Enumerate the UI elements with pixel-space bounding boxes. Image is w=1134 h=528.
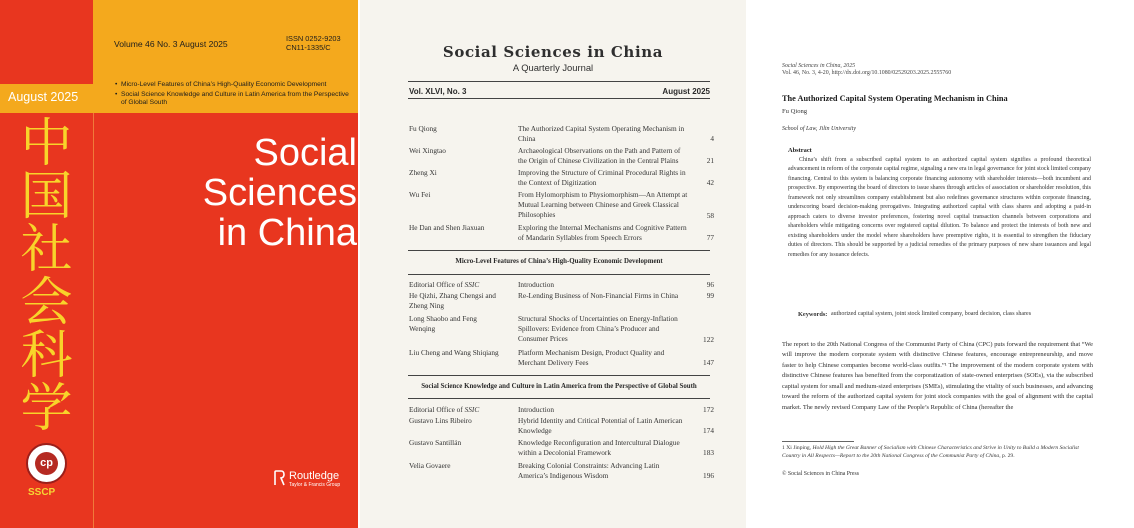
toc-article-title: Structural Shocks of Uncertainties on Energy-Inflation Spillovers: Evidence from China’s Producer and Consumer Prices xyxy=(518,314,678,344)
toc-entry[interactable] xyxy=(409,314,714,345)
toc-date: August 2025 xyxy=(662,87,710,96)
toc-volume: Vol. XLVI, No. 3 xyxy=(409,87,467,96)
cover-date: August 2025 xyxy=(8,90,79,104)
toc-entry[interactable] xyxy=(409,223,714,243)
chinese-char: 社 xyxy=(20,220,73,280)
divider xyxy=(408,81,710,82)
toc-article-title: Exploring the Internal Mechanisms and Cognitive Pattern of Mandarin Syllables from Speech Errors xyxy=(518,223,687,243)
cover-title-line: in China xyxy=(217,212,357,254)
article-body: The report to the 20th National Congress of the Communist Party of China (CPC) puts forward the requirement that “We will improve the modern corporate system with distinctive Chinese features, encourage entrepreneurship, and move faster to help Chinese companies become world-class outfits.”¹ The improvement of the modern corporate system with distinctive Chinese features has benefited from the corporatization of state-owned enterprises (SOEs), via the subscribed capital system for small and medium-sized enterprises (SMEs), stimulating the vitality of such businesses, and advancing toward the reform of the authorized capital system for joint stock companies with the goal of alignment with the capital market. The newly revised Company Law of the People’s Republic of China (hereafter the xyxy=(782,341,1093,411)
toc-article-title: Introduction xyxy=(518,280,555,289)
issn-number: ISSN 0252-9203 xyxy=(286,34,341,43)
toc-entry[interactable] xyxy=(409,168,714,188)
toc-entry[interactable] xyxy=(409,190,714,221)
toc-author: Velia Govaere xyxy=(409,461,451,470)
toc-page: 96 xyxy=(706,280,714,289)
toc-article-title: Hybrid Identity and Critical Potential of Latin American Knowledge xyxy=(518,416,683,436)
toc-entry[interactable] xyxy=(409,146,714,166)
divider xyxy=(408,274,710,275)
toc-author: Wei Xingtao xyxy=(409,146,446,155)
toc-author: Gustavo Santillán xyxy=(409,438,462,447)
article-affiliation: School of Law, Jilin University xyxy=(782,126,857,132)
cover-topic: • Micro-Level Features of China’s High-Quality Economic Development xyxy=(115,81,355,90)
toc-author: Zheng Xi xyxy=(409,168,437,177)
toc-page: 196 xyxy=(703,471,714,480)
cover-title-line: Sciences xyxy=(202,172,357,214)
toc-page: 77 xyxy=(706,233,714,242)
toc-section-heading: Social Science Knowledge and Culture in Latin America from the Perspective of Global South xyxy=(421,383,697,390)
chinese-title xyxy=(0,114,93,439)
toc-entry[interactable] xyxy=(409,291,714,311)
toc-page: 174 xyxy=(703,426,714,435)
toc-entry[interactable] xyxy=(409,124,714,144)
chinese-char: 中 xyxy=(20,114,73,174)
chinese-char: 国 xyxy=(20,167,73,227)
toc-journal-title: Social Sciences in China xyxy=(442,43,664,61)
toc-page: 4 xyxy=(710,134,714,143)
contents-page xyxy=(360,0,746,528)
toc-page: 42 xyxy=(706,178,714,187)
cover-issn xyxy=(286,34,341,52)
routledge-logo-icon xyxy=(273,470,286,486)
toc-entry[interactable] xyxy=(409,280,714,291)
divider xyxy=(408,98,710,99)
article-page xyxy=(748,0,1134,528)
cover-title xyxy=(152,133,357,253)
abstract-text: China’s shift from a subscribed capital system to an authorized capital system signifies a profound theoretical advancement in reform of the corporate capital regime, signaling a new era in legal governance for joint stock limited company financing. Central to this system is balancing corporate financing autonomy with shareholder interests—both incumbent and prospective. By empowering the board of directors to issue shares through articles of association or shareholder resolution, this framework not only streamlines company establishment but also redefines governance structures within corporate financing, underscoring board decision-making prerogatives. Integrating authorized capital with class shares and adopting a paid-in approach caters to diverse investor preferences, fostering novel capital transaction channels between corporations and shareholders while mitigating concerns over registered capital dilution. To balance and protect the interests of both new and existing shareholders under the model where shareholders have preemptive rights, it is essential to strengthen the fiduciary duties of directors. This should be supported by a judicial remedies of the primary purposes of new share issuances and legal remedies for any issuance defects. xyxy=(788,157,1091,258)
toc-author: Wu Fei xyxy=(409,190,431,199)
cover-red-corner xyxy=(0,0,93,84)
toc-page: 147 xyxy=(703,358,714,367)
toc-page: 122 xyxy=(703,335,714,344)
toc-page: 183 xyxy=(703,448,714,457)
seal-label: SSCP xyxy=(28,487,56,498)
footnote: 1 Xi Jinping, Hold High the Great Banner of Socialism with Chinese Characteristics and Strive in Unity to Build a Modern Socialist Country in All Respects—Report to the 20th National Congress of the Communist Party of China, p. 29. xyxy=(782,445,1079,460)
toc-article-title: Introduction xyxy=(518,405,555,414)
toc-author: Gustavo Lins Ribeiro xyxy=(409,416,472,425)
cover-topic: • Social Science Knowledge and Culture in Latin America from the Perspective of Global South xyxy=(115,91,355,108)
toc-article-title: Improving the Structure of Criminal Procedural Rights in the Context of Digitization xyxy=(518,168,686,188)
chinese-char: 学 xyxy=(20,379,73,439)
toc-author: Fu Qiong xyxy=(409,124,437,133)
publisher-subtitle: Taylor & Francis Group xyxy=(289,482,341,488)
copyright: © Social Sciences in China Press xyxy=(782,471,860,477)
article-author: Fu Qiong xyxy=(782,108,808,115)
toc-page: 172 xyxy=(703,405,714,414)
cover-topics xyxy=(115,81,355,109)
keywords-text: authorized capital system, joint stock limited company, board decision, class shares xyxy=(831,311,1032,317)
divider xyxy=(408,398,710,399)
toc-page: 58 xyxy=(706,211,714,220)
toc-entry[interactable] xyxy=(409,416,714,436)
toc-entry[interactable] xyxy=(409,405,714,416)
toc-section-heading: Micro-Level Features of China’s High-Quality Economic Development xyxy=(455,258,663,265)
toc-subtitle: A Quarterly Journal xyxy=(512,62,594,73)
toc-author: He Qizhi, Zhang Chengsi and Zheng Ning xyxy=(409,291,496,311)
toc-article-title: Archaeological Observations on the Path and Pattern of the Origin of Chinese Civilization in the Central Plains xyxy=(518,146,681,166)
chinese-char: 科 xyxy=(20,326,73,386)
toc-article-title: Breaking Colonial Constraints: Advancing Latin America’s Indigenous Wisdom xyxy=(518,461,660,481)
toc-entry[interactable] xyxy=(409,461,714,481)
toc-article-title: Re-Lending Business of Non-Financial Firms in China xyxy=(518,291,679,300)
toc-author: Long Shaobo and Feng Wenqing xyxy=(409,314,477,334)
toc-page: 21 xyxy=(706,156,714,165)
toc-author: He Dan and Shen Jiaxuan xyxy=(409,223,485,232)
toc-author: Editorial Office of SSIC xyxy=(409,280,480,289)
toc-article-title: From Hylomorphism to Physiomorphism—An Attempt at Mutual Learning between Chinese and Greek Classical Philosophies xyxy=(518,190,688,220)
toc-entry[interactable] xyxy=(409,348,714,368)
divider xyxy=(408,250,710,251)
sscp-seal-icon: cp xyxy=(26,443,67,484)
toc-article-title: Knowledge Reconfiguration and Intercultural Dialogue within a Decolonial Framework xyxy=(518,438,680,458)
toc-author: Liu Cheng and Wang Shiqiang xyxy=(409,348,499,357)
divider xyxy=(408,375,710,376)
abstract-heading: Abstract xyxy=(788,147,812,154)
cover-title-line: Social xyxy=(253,132,357,174)
footnote-divider xyxy=(782,441,854,442)
toc-entry[interactable] xyxy=(409,438,714,458)
cover-divider xyxy=(93,113,94,528)
toc-author: Editorial Office of SSIC xyxy=(409,405,480,414)
article-title: The Authorized Capital System Operating Mechanism in China xyxy=(782,94,1008,103)
journal-cover xyxy=(0,0,358,528)
chinese-char: 会 xyxy=(20,273,73,333)
toc-page: 99 xyxy=(706,291,714,300)
keywords-label: Keywords: xyxy=(798,311,828,318)
cover-volume: Volume 46 No. 3 August 2025 xyxy=(114,39,228,49)
article-volume-doi: Vol. 46, No. 3, 4-20, http://dx.doi.org/10.1080/02529203.2025.2555760 xyxy=(782,70,952,76)
toc-article-title: The Authorized Capital System Operating Mechanism in China xyxy=(518,124,685,144)
cn-number: CN11-1335/C xyxy=(286,43,331,52)
article-journal: Social Sciences in China, 2025 xyxy=(782,63,856,69)
toc-article-title: Platform Mechanism Design, Product Quality and Merchant Delivery Fees xyxy=(518,348,665,368)
publisher-name: Routledge xyxy=(289,470,340,482)
